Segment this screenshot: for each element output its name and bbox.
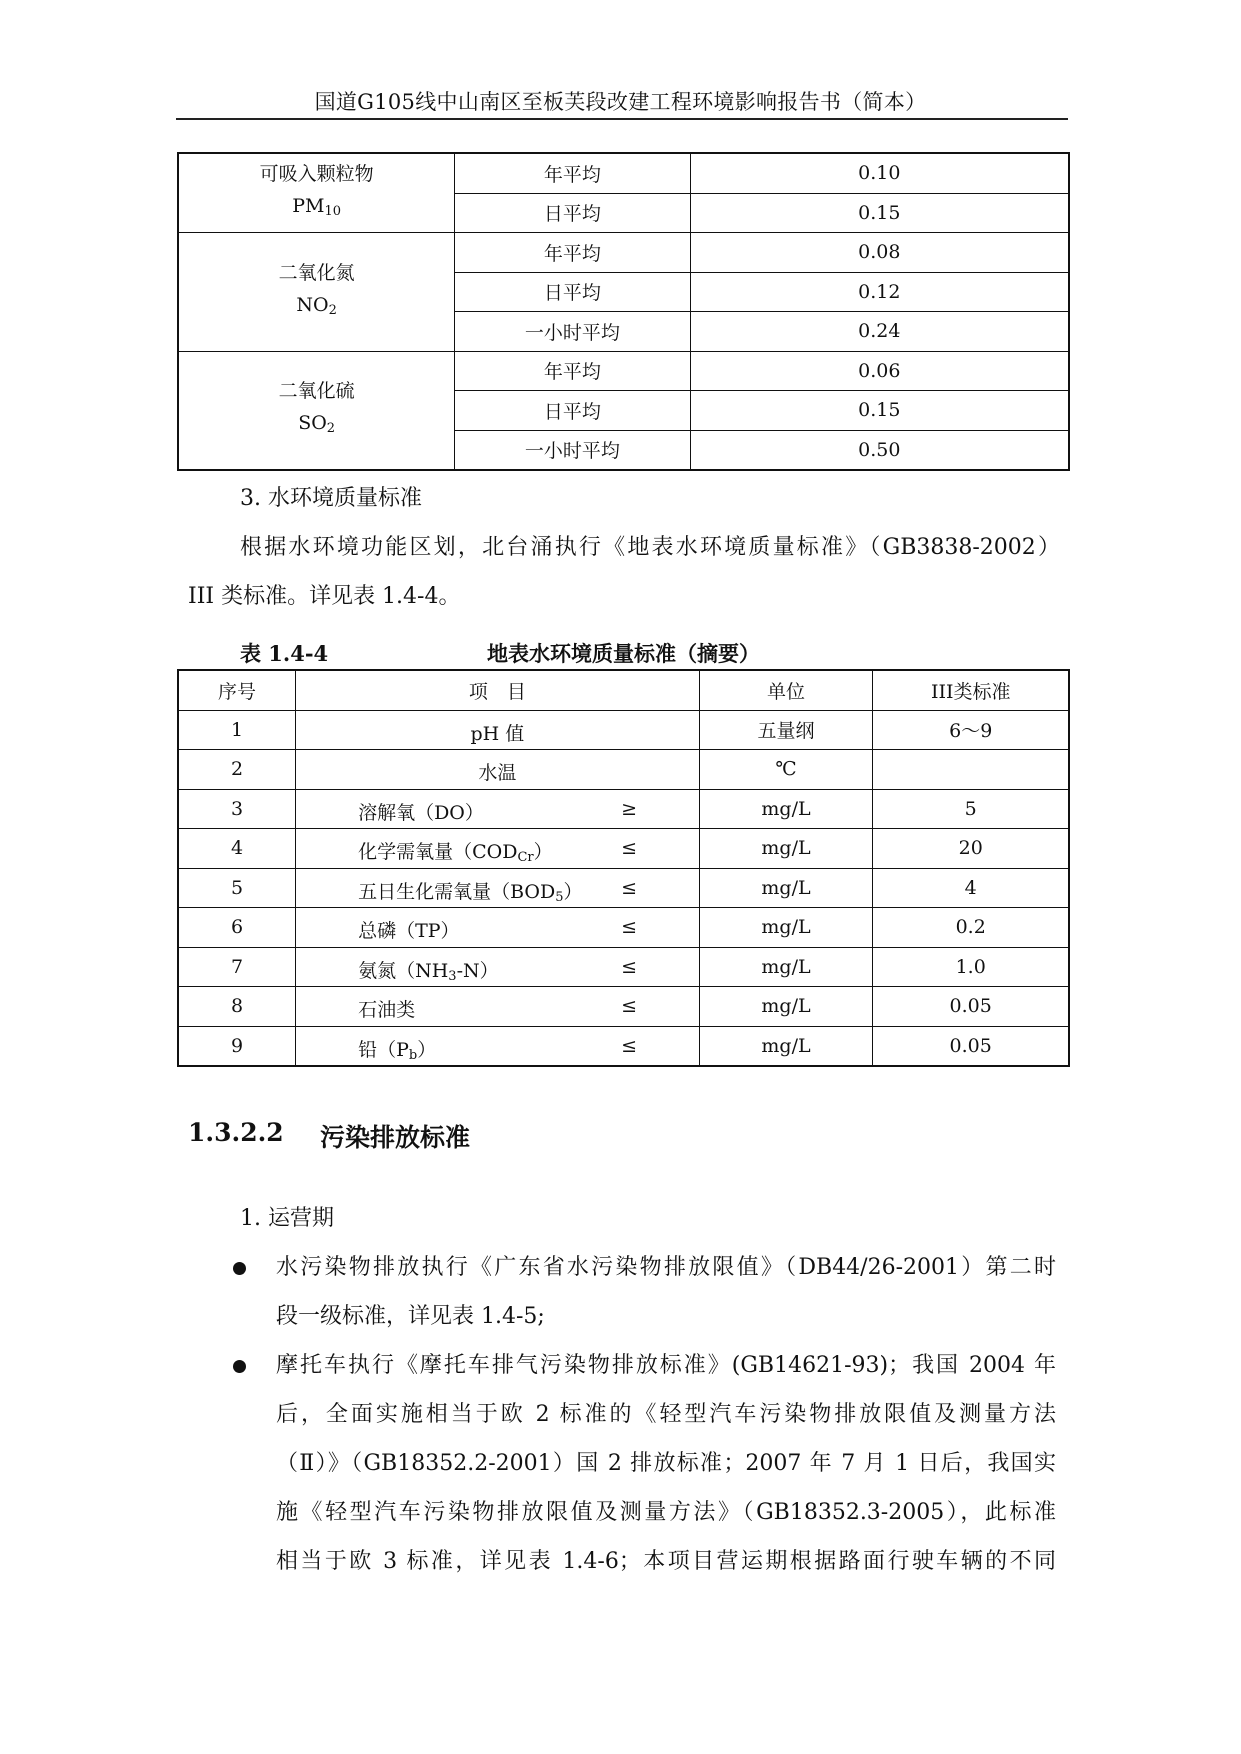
paragraph-line: III 类标准。详见表 1.4-4。 <box>188 584 461 609</box>
bullet-icon <box>233 1262 246 1275</box>
bullet-line: 相当于欧 3 标准，详见表 1.4-6；本项目营运期根据路面行驶车辆的不同 <box>276 1549 1056 1574</box>
item-cell <box>296 710 700 750</box>
table-row <box>178 710 1069 750</box>
standard-value-cell: 0.2 <box>873 908 1069 948</box>
air-quality-table <box>177 152 1070 471</box>
section-heading: 3. 水环境质量标准 <box>240 486 422 511</box>
standard-value-cell: 6～9 <box>873 710 1069 750</box>
unit-cell: mg/L <box>699 908 873 948</box>
value-cell: 0.06 <box>690 351 1069 391</box>
bullet-line: 施《轻型汽车污染物排放限值及测量方法》（GB18352.3-2005），此标准 <box>276 1500 1056 1525</box>
item-cell <box>296 908 700 948</box>
row-number-cell: 1 <box>178 710 296 750</box>
pollutant-name: 二氧化氮 <box>278 261 355 284</box>
standard-value-cell: 20 <box>873 829 1069 869</box>
bullet-icon <box>233 1360 246 1373</box>
value-cell: 0.08 <box>690 233 1069 273</box>
item-cell <box>296 789 700 829</box>
table-row <box>178 153 1069 193</box>
period-cell: 日平均 <box>455 391 690 431</box>
column-header: 项 目 <box>296 670 700 710</box>
item-name: 石油类 <box>358 999 416 1022</box>
pollutant-name: 可吸入颗粒物 <box>259 163 374 185</box>
row-number-cell: 2 <box>178 750 296 790</box>
period-cell: 日平均 <box>455 193 690 233</box>
table-caption-number: 表 1.4-4 <box>240 641 329 666</box>
period-cell: 一小时平均 <box>455 312 690 352</box>
pollutant-formula: $NO_2$ <box>296 293 337 318</box>
paragraph-line: 根据水环境功能区划，北台涌执行《地表水环境质量标准》（GB3838-2002） <box>240 535 1060 560</box>
pollutant-cell <box>178 153 455 233</box>
bullet-line: 后，全面实施相当于欧 2 标准的《轻型汽车污染物排放限值及测量方法 <box>276 1402 1056 1427</box>
table-row <box>178 750 1069 790</box>
item-name: 溶解氧（DO） <box>358 801 484 824</box>
unit-cell: mg/L <box>699 789 873 829</box>
column-header: 单位 <box>699 670 873 710</box>
table-row <box>178 987 1069 1027</box>
table-row <box>178 908 1069 948</box>
item-name: 水温 <box>478 762 517 785</box>
item-cell <box>296 987 700 1027</box>
table-row <box>178 233 1069 273</box>
comparison-operator: ≥ <box>621 797 637 820</box>
row-number-cell: 7 <box>178 947 296 987</box>
row-number-cell: 3 <box>178 789 296 829</box>
table-row <box>178 868 1069 908</box>
standard-value-cell: 1.0 <box>873 947 1069 987</box>
unit-cell: mg/L <box>699 829 873 869</box>
subsection-heading: 1. 运营期 <box>240 1206 334 1231</box>
table-header-row <box>178 670 1069 710</box>
value-cell: 0.10 <box>690 153 1069 193</box>
item-name: 铅$(P_b)$ <box>358 1038 437 1063</box>
value-cell: 0.15 <box>690 391 1069 431</box>
unit-cell: mg/L <box>699 987 873 1027</box>
standard-value-cell <box>873 750 1069 790</box>
value-cell: 0.12 <box>690 272 1069 312</box>
standard-value-cell: 0.05 <box>873 987 1069 1027</box>
period-cell: 年平均 <box>455 233 690 273</box>
bullet-line: 水污染物排放执行《广东省水污染物排放限值》（DB44/26-2001）第二时 <box>276 1255 1056 1280</box>
item-cell <box>296 868 700 908</box>
table-caption-title: 地表水环境质量标准（摘要） <box>487 641 760 666</box>
value-cell: 0.50 <box>690 430 1069 470</box>
bullet-line: （Ⅱ）》（GB18352.2-2001）国 2 排放标准；2007 年 7 月 1 日后，我国实 <box>276 1451 1056 1476</box>
table-row <box>178 947 1069 987</box>
table-row <box>178 1026 1069 1066</box>
standard-value-cell: 0.05 <box>873 1026 1069 1066</box>
pollutant-cell <box>178 233 455 352</box>
item-cell <box>296 947 700 987</box>
unit-cell: ℃ <box>699 750 873 790</box>
item-name: pH 值 <box>470 722 525 745</box>
standard-value-cell: 5 <box>873 789 1069 829</box>
table-row <box>178 829 1069 869</box>
document-header: 国道G105线中山南区至板芙段改建工程环境影响报告书（简本） <box>314 90 927 114</box>
row-number-cell: 9 <box>178 1026 296 1066</box>
comparison-operator: ≤ <box>621 995 637 1018</box>
bullet-line: 摩托车执行《摩托车排气污染物排放标准》(GB14621-93)；我国 2004 年 <box>276 1353 1056 1378</box>
unit-cell: mg/L <box>699 947 873 987</box>
column-header: III类标准 <box>873 670 1069 710</box>
item-cell <box>296 1026 700 1066</box>
item-name: 化学需氧量$(COD_{Cr})$ <box>358 841 553 866</box>
period-cell: 日平均 <box>455 272 690 312</box>
value-cell: 0.24 <box>690 312 1069 352</box>
table-row <box>178 351 1069 391</box>
standard-value-cell: 4 <box>873 868 1069 908</box>
row-number-cell: 5 <box>178 868 296 908</box>
row-number-cell: 4 <box>178 829 296 869</box>
pollutant-formula: $SO_2$ <box>298 412 336 437</box>
comparison-operator: ≤ <box>621 1034 637 1057</box>
period-cell: 年平均 <box>455 153 690 193</box>
row-number-cell: 6 <box>178 908 296 948</box>
water-quality-table <box>177 669 1070 1067</box>
period-cell: 年平均 <box>455 351 690 391</box>
unit-cell: mg/L <box>699 868 873 908</box>
item-name: 总磷（TP） <box>358 920 460 943</box>
section-number: 1.3.2.2 <box>188 1118 284 1147</box>
period-cell: 一小时平均 <box>455 430 690 470</box>
pollutant-name: 二氧化硫 <box>278 380 355 403</box>
unit-cell: mg/L <box>699 1026 873 1066</box>
item-name: 五日生化需氧量$(BOD_5)$ <box>358 880 583 905</box>
bullet-line: 段一级标准，详见表 1.4-5; <box>276 1304 545 1329</box>
section-title: 污染排放标准 <box>320 1123 471 1152</box>
comparison-operator: ≤ <box>621 916 637 939</box>
item-name: 氨氮$(NH_3-N)$ <box>358 959 499 984</box>
value-cell: 0.15 <box>690 193 1069 233</box>
comparison-operator: ≤ <box>621 837 637 860</box>
row-number-cell: 8 <box>178 987 296 1027</box>
comparison-operator: ≤ <box>621 955 637 978</box>
column-header: 序号 <box>178 670 296 710</box>
unit-cell: 五量纲 <box>699 710 873 750</box>
table-row <box>178 789 1069 829</box>
pollutant-cell <box>178 351 455 470</box>
header-rule <box>176 118 1068 120</box>
pollutant-formula: $PM_{10}$ <box>292 195 342 219</box>
comparison-operator: ≤ <box>621 876 637 899</box>
item-cell <box>296 829 700 869</box>
item-cell <box>296 750 700 790</box>
